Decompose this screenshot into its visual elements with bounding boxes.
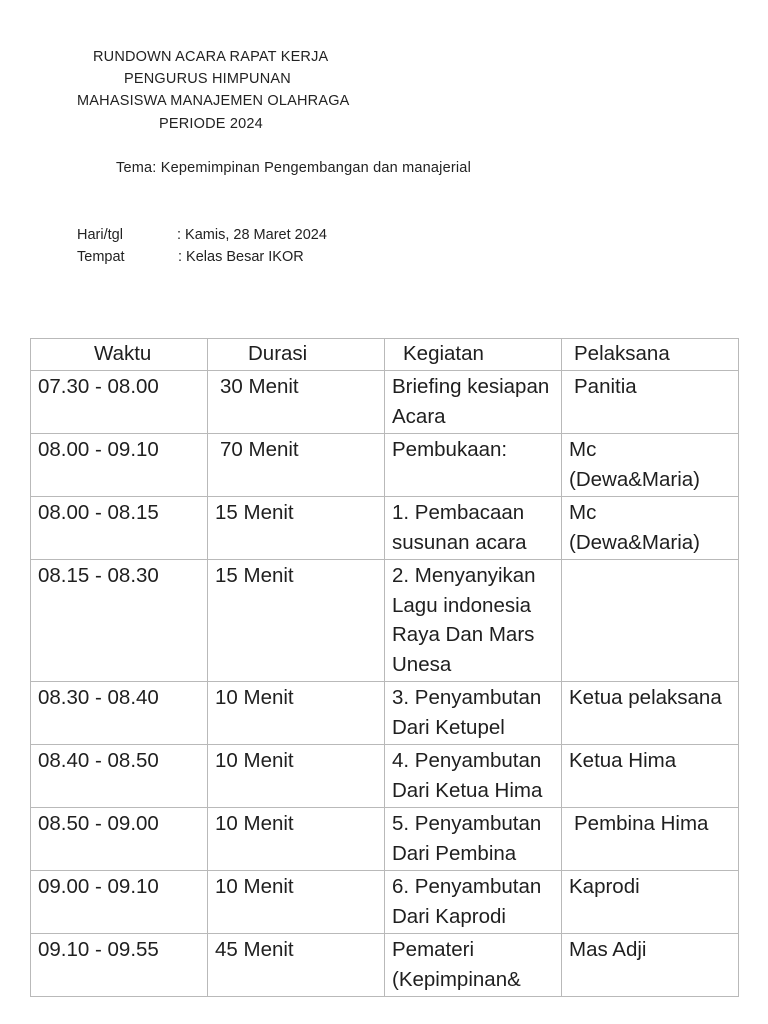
cell-pelaksana: Pembina Hima [562, 808, 739, 871]
cell-kegiatan: Briefing kesiapan Acara [385, 371, 562, 434]
cell-pelaksana [562, 560, 739, 682]
cell-durasi: 45 Menit [208, 934, 385, 997]
header-tema: Tema: Kepemimpinan Pengembangan dan manajerial [116, 160, 471, 176]
header-title-line-4: PERIODE 2024 [159, 116, 263, 132]
table-row [31, 497, 739, 560]
cell-waktu: 09.10 - 09.55 [31, 934, 208, 997]
table-row [31, 682, 739, 745]
cell-kegiatan: 2. Menyanyikan Lagu indonesia Raya Dan Mars Unesa [385, 560, 562, 682]
table-row [31, 434, 739, 497]
cell-durasi: 10 Menit [208, 871, 385, 934]
cell-pelaksana: Mc (Dewa&Maria) [562, 434, 739, 497]
cell-pelaksana: Ketua pelaksana [562, 682, 739, 745]
cell-durasi: 30 Menit [208, 371, 385, 434]
rundown-table [30, 338, 739, 997]
cell-waktu: 08.50 - 09.00 [31, 808, 208, 871]
column-header-waktu: Waktu [31, 339, 208, 371]
rundown-table-container [30, 338, 738, 991]
cell-pelaksana: Ketua Hima [562, 745, 739, 808]
cell-durasi: 70 Menit [208, 434, 385, 497]
tempat-label: Tempat [77, 249, 125, 265]
cell-durasi: 15 Menit [208, 497, 385, 560]
hari-label: Hari/tgl [77, 227, 123, 243]
cell-kegiatan: 3. Penyambutan Dari Ketupel [385, 682, 562, 745]
cell-waktu: 08.40 - 08.50 [31, 745, 208, 808]
cell-waktu: 08.00 - 08.15 [31, 497, 208, 560]
cell-waktu: 09.00 - 09.10 [31, 871, 208, 934]
cell-kegiatan: Pembukaan: [385, 434, 562, 497]
table-header-row [31, 339, 739, 371]
cell-durasi: 10 Menit [208, 682, 385, 745]
cell-waktu: 08.15 - 08.30 [31, 560, 208, 682]
column-header-pelaksana: Pelaksana [562, 339, 739, 371]
cell-durasi: 10 Menit [208, 808, 385, 871]
cell-kegiatan: 5. Penyambutan Dari Pembina [385, 808, 562, 871]
cell-pelaksana: Panitia [562, 371, 739, 434]
table-row [31, 371, 739, 434]
cell-durasi: 15 Menit [208, 560, 385, 682]
cell-waktu: 08.30 - 08.40 [31, 682, 208, 745]
cell-kegiatan: Pemateri (Kepimpinan& [385, 934, 562, 997]
cell-kegiatan: 4. Penyambutan Dari Ketua Hima [385, 745, 562, 808]
header-title-line-1: RUNDOWN ACARA RAPAT KERJA [93, 49, 329, 65]
cell-kegiatan: 6. Penyambutan Dari Kaprodi [385, 871, 562, 934]
cell-durasi: 10 Menit [208, 745, 385, 808]
table-row [31, 808, 739, 871]
column-header-kegiatan: Kegiatan [385, 339, 562, 371]
column-header-durasi: Durasi [208, 339, 385, 371]
cell-kegiatan: 1. Pembacaan susunan acara [385, 497, 562, 560]
header-title-line-2: PENGURUS HIMPUNAN [124, 71, 291, 87]
cell-pelaksana: Mc (Dewa&Maria) [562, 497, 739, 560]
tempat-value: : Kelas Besar IKOR [178, 249, 304, 265]
hari-value: : Kamis, 28 Maret 2024 [177, 227, 327, 243]
table-row [31, 745, 739, 808]
cell-pelaksana: Kaprodi [562, 871, 739, 934]
table-row [31, 871, 739, 934]
cell-waktu: 07.30 - 08.00 [31, 371, 208, 434]
table-row [31, 934, 739, 997]
header-title-line-3: MAHASISWA MANAJEMEN OLAHRAGA [77, 93, 350, 109]
cell-waktu: 08.00 - 09.10 [31, 434, 208, 497]
cell-pelaksana: Mas Adji [562, 934, 739, 997]
table-row [31, 560, 739, 682]
